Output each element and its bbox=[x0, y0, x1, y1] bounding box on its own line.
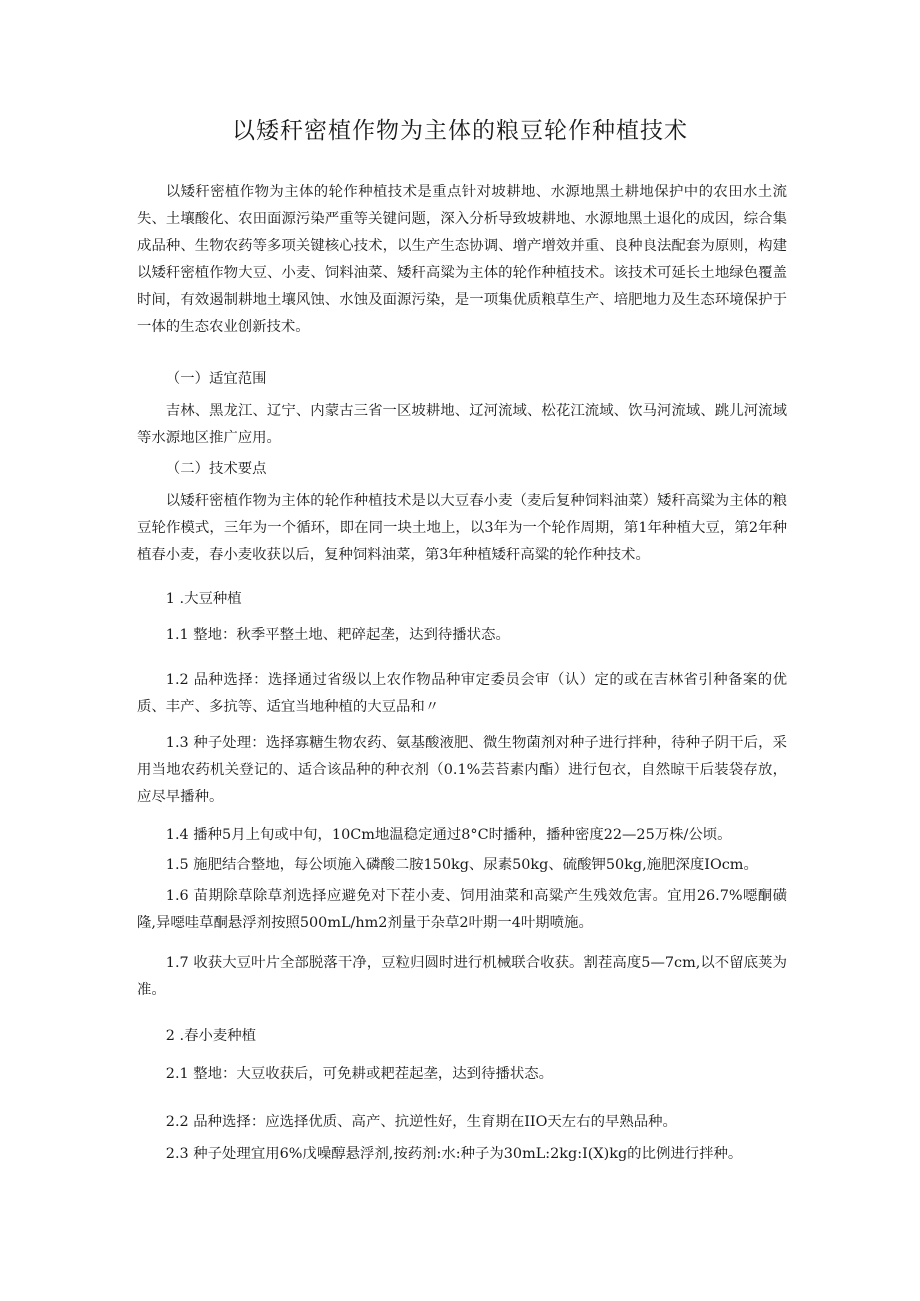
soybean-step-1-7: 1.7 收获大豆叶片全部脱落干净，豆粒归圆时进行机械联合收获。割茬高度5—7cm,以不留底荚为准。 bbox=[137, 955, 787, 998]
key-points-paragraph: 以矮秆密植作物为主体的轮作种植技术是以大豆春小麦（麦后复种饲料油菜）矮秆高粱为主体的粮豆轮作模式，三年为一个循环，即在同一块土地上，以3年为一个轮作周期，第1年种植大豆，第2年种植春小麦，春小麦收获以后，复种饲料油菜，第3年种植矮秆高粱的轮作种技术。 bbox=[137, 493, 787, 563]
intro-paragraph: 以矮秆密植作物为主体的轮作种植技术是重点针对坡耕地、水源地黑土耕地保护中的农田水土流失、土壤酸化、农田面源污染严重等关键问题，深入分析导致坡耕地、水源地黑土退化的成因，综合集成品种、生物农药等多项关键核心技术，以生产生态协调、增产增效并重、良种良法配套为原则，构建以矮秆密植作物大豆、小麦、饲料油菜、矮秆高粱为主体的轮作种植技术。该技术可延长土地绿色覆盖时间，有效遏制耕地土壤风蚀、水蚀及面源污染，是一项集优质粮草生产、培肥地力及生态环境保护于一体的生态农业创新技术。 bbox=[137, 184, 787, 335]
soybean-step-1-4: 1.4 播种5月上旬或中旬，10Cm地温稳定通过8°C时播种，播种密度22—25万株/公顷。 bbox=[165, 827, 732, 843]
wheat-step-2-1: 2.1 整地：大豆收获后，可免耕或耙茬起垄，达到待播状态。 bbox=[165, 1066, 554, 1082]
scope-paragraph: 吉林、黑龙江、辽宁、内蒙古三省一区坡耕地、辽河流域、松花江流域、饮马河流域、跳儿河流域等水源地区推广应用。 bbox=[137, 403, 787, 446]
wheat-step-2-3: 2.3 种子处理宜用6%戊噪醇悬浮剂,按药剂:水:种子为30mL:2kg:I(X)kg的比例进行拌种。 bbox=[165, 1146, 743, 1162]
section-heading-key-points: （二）技术要点 bbox=[165, 461, 267, 477]
document-title: 以矮秆密植作物为主体的粮豆轮作种植技术 bbox=[232, 118, 688, 144]
wheat-step-2-2: 2.2 品种选择：应选择优质、高产、抗逆性好，生育期在IIO天左右的早熟品种。 bbox=[165, 1114, 677, 1130]
soybean-step-1-3: 1.3 种子处理：选择寡糖生物农药、氨基酸液肥、微生物菌剂对种子进行拌种，待种子阴干后，采用当地农药机关登记的、适合该品种的种衣剂（0.1%芸苔素内酯）进行包衣，自然晾干后装袋存放，应尽早播种。 bbox=[137, 735, 787, 805]
section-heading-scope: （一）适宜范围 bbox=[165, 371, 267, 387]
soybean-step-1-6: 1.6 苗期除草除草剂选择应避免对下茬小麦、饲用油菜和高粱产生残效危害。宜用26.7%噁酮磺隆,异噁哇草酮悬浮剂按照500mL∕hm2剂量于杂草2叶期一4叶期喷施。 bbox=[137, 888, 787, 931]
soybean-heading: 1 .大豆种植 bbox=[165, 591, 242, 607]
wheat-heading: 2 .春小麦种植 bbox=[165, 1028, 257, 1044]
soybean-step-1-5: 1.5 施肥结合整地，每公顷施入磷酸二胺150kg、尿素50kg、硫酸钾50kg,施肥深度IOcm。 bbox=[165, 857, 758, 873]
soybean-step-1-1: 1.1 整地：秋季平整土地、耙碎起垄，达到待播状态。 bbox=[165, 627, 510, 643]
soybean-step-1-2: 1.2 品种选择：选择通过省级以上农作物品种审定委员会审（认）定的或在吉林省引种备案的优质、丰产、多抗等、适宜当地种植的大豆品和〃 bbox=[137, 672, 787, 715]
